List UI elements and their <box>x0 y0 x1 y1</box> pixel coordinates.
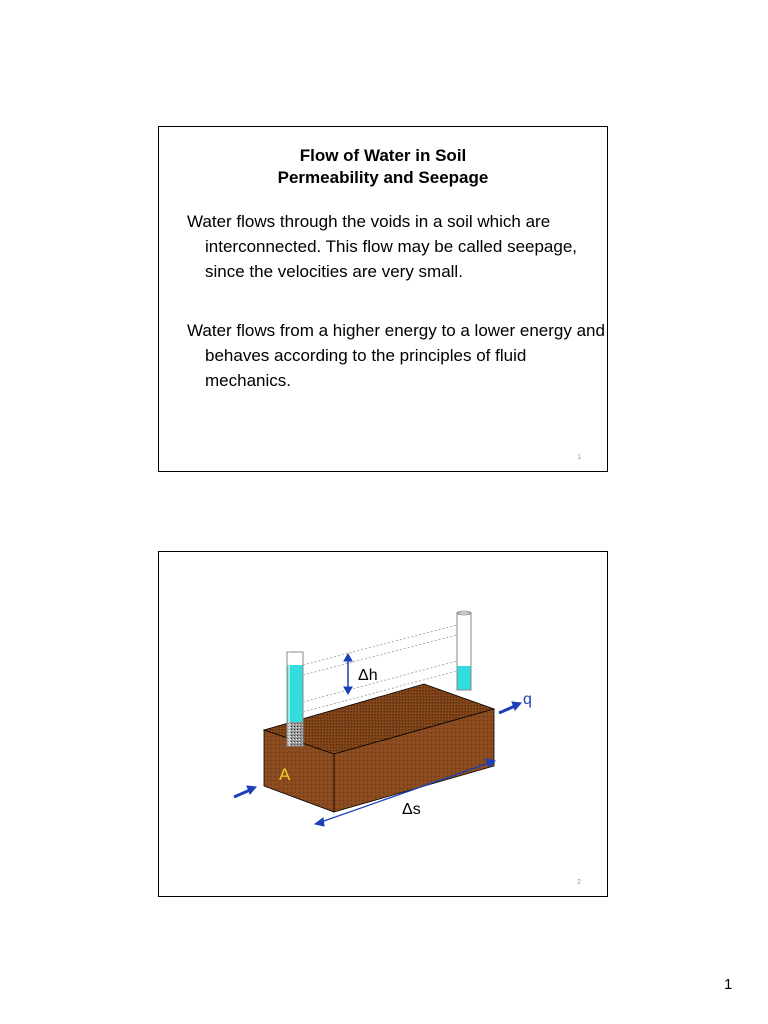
head-difference-label: Δh <box>358 667 378 684</box>
flow-rate-label: q <box>523 691 532 708</box>
head-difference-arrow <box>344 654 352 694</box>
title-line-1: Flow of Water in Soil <box>299 146 467 165</box>
paragraph-seepage: Water flows through the voids in a soil which are interconnected. This flow may be called seepage, since the velocities are very small. <box>187 212 578 281</box>
length-label: Δs <box>402 801 421 818</box>
paragraph-energy: Water flows from a higher energy to a lower energy and behaves according to the principles of fluid mechanics. <box>187 321 605 390</box>
slide-number: 1 <box>577 454 581 461</box>
inflow-arrow <box>234 786 256 797</box>
slide-2 <box>158 551 608 897</box>
title-line-2: Permeability and Seepage <box>277 168 489 187</box>
slide-number: 2 <box>577 879 581 886</box>
slide-title <box>159 145 607 189</box>
slide-1 <box>158 126 608 472</box>
right-standpipe-water <box>457 666 471 690</box>
outflow-arrow <box>499 702 521 713</box>
area-label: A <box>279 765 291 784</box>
permeability-diagram <box>159 552 609 898</box>
page-number: 1 <box>724 976 733 993</box>
